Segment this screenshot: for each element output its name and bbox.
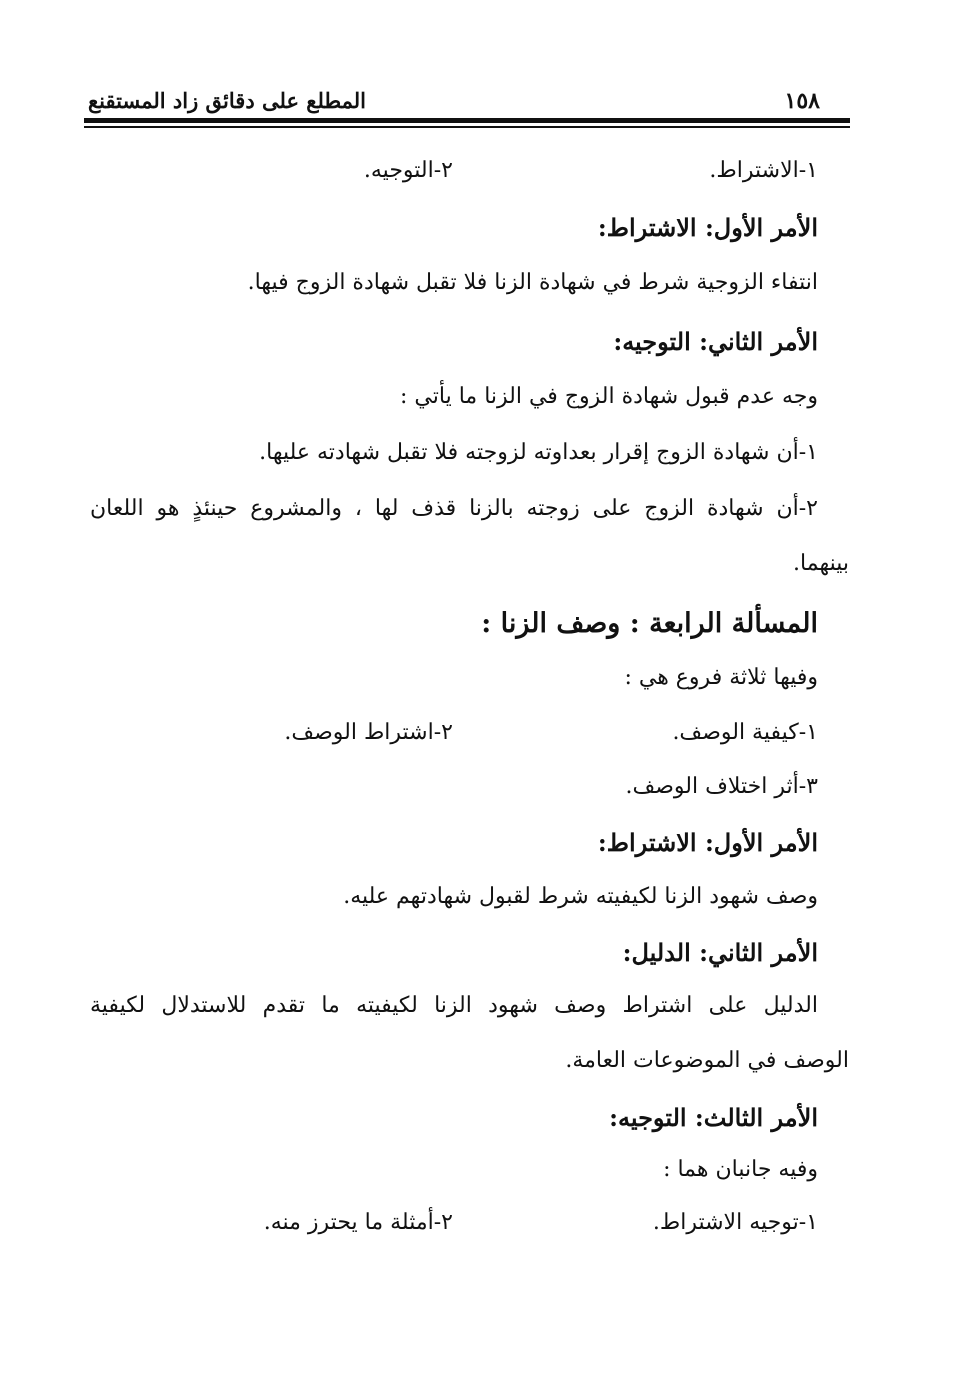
heading-condition-2: الأمر الأول: الاشتراط: xyxy=(597,828,818,857)
page-number: ١٥٨ xyxy=(784,88,820,114)
list3-item1: ١-توجيه الاشتراط. xyxy=(652,1210,818,1235)
header-rule-thin xyxy=(84,126,850,128)
heading-guidance-1: الأمر الثاني: التوجيه: xyxy=(613,327,818,356)
paragraph-1: انتفاء الزوجية شرط في شهادة الزنا فلا تقبل شهادة الزوج فيها. xyxy=(247,270,818,295)
heading-evidence: الأمر الثاني: الدليل: xyxy=(622,938,818,967)
point-1: ١-أن شهادة الزوج إقرار بعداوته لزوجته فلا تقبل شهادته عليها. xyxy=(259,440,818,465)
paragraph-6: وفيه جانبان هما : xyxy=(663,1157,818,1182)
paragraph-2: وجه عدم قبول شهادة الزوج في الزنا ما يأتي : xyxy=(400,384,818,409)
heading-condition-1: الأمر الأول: الاشتراط: xyxy=(597,213,818,242)
list1-item2: ٢-التوجيه. xyxy=(363,158,453,183)
page-header xyxy=(84,78,850,118)
list2-item3: ٣-أثر اختلاف الوصف. xyxy=(625,774,818,799)
header-rule-thick xyxy=(84,118,850,123)
list2-item1: ١-كيفية الوصف. xyxy=(672,720,818,745)
paragraph-5-line-2: الوصف في الموضوعات العامة. xyxy=(565,1048,849,1073)
paragraph-4: وصف شهود الزنا لكيفيته شرط لقبول شهادتهم عليه. xyxy=(343,884,818,909)
running-title: المطلع على دقائق زاد المستقنع xyxy=(88,88,367,113)
paragraph-5-line-1: الدليل على اشتراط وصف شهود الزنا لكيفيته ما تقدم للاستدلال لكيفية xyxy=(90,993,818,1018)
paragraph-3: وفيها ثلاثة فروع هي : xyxy=(624,665,818,690)
heading-guidance-3: الأمر الثالث: التوجيه: xyxy=(609,1103,818,1132)
list3-item2: ٢-أمثلة ما يحترز منه. xyxy=(263,1210,453,1235)
point-2-line-2: بينهما. xyxy=(793,551,849,576)
list1-item1: ١-الاشتراط. xyxy=(709,158,818,183)
point-2-line-1: ٢-أن شهادة الزوج على زوجته بالزنا قذف لها ، والمشروع حينئذٍ هو اللعان xyxy=(90,496,818,521)
list2-item2: ٢-اشتراط الوصف. xyxy=(284,720,453,745)
section-4-title: المسألة الرابعة : وصف الزنا : xyxy=(481,608,818,639)
